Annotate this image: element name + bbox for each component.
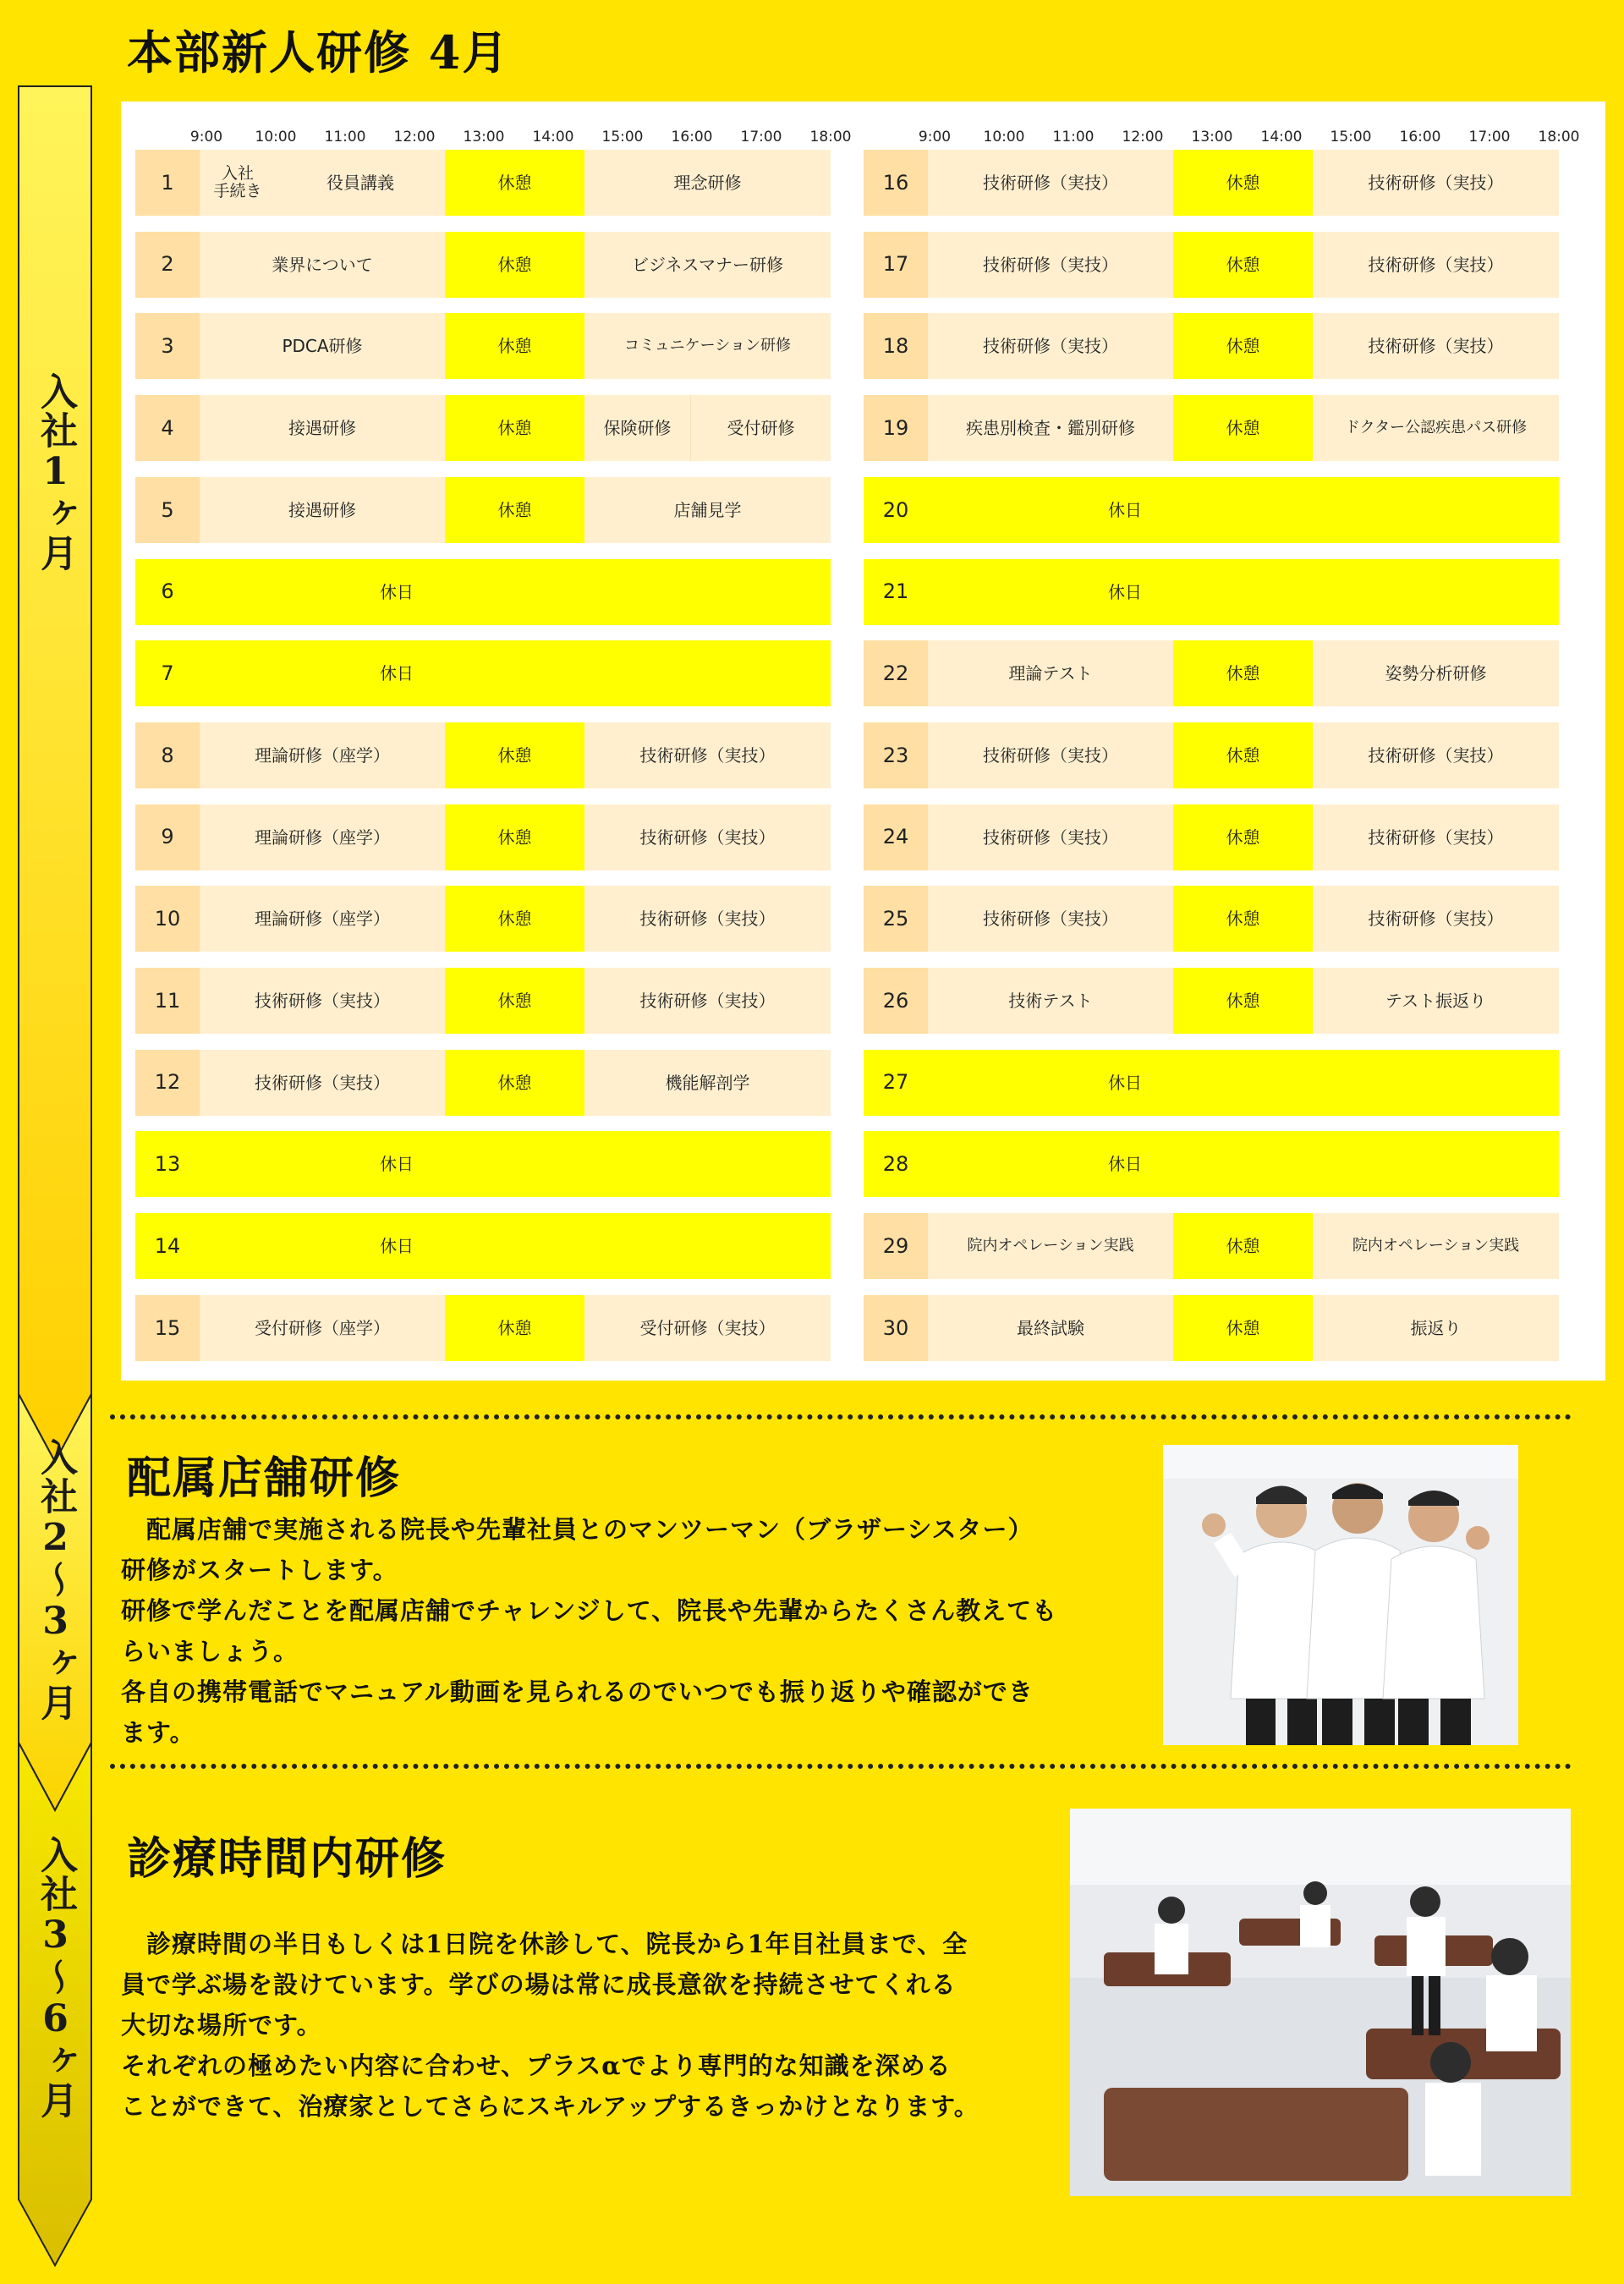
time-tick: 15:00	[601, 129, 644, 145]
day-number: 10	[135, 886, 200, 952]
morning-session: PDCA研修	[200, 313, 445, 379]
rest-break: 休憩	[445, 886, 584, 952]
schedule-row-day-28	[864, 1131, 1559, 1197]
time-tick: 16:00	[671, 129, 713, 145]
rest-break: 休憩	[1173, 968, 1313, 1034]
section3-heading: 診療時間内研修	[127, 1833, 447, 1885]
afternoon-session-a: 保険研修	[584, 395, 691, 461]
schedule-row-day-1	[135, 150, 831, 216]
time-tick: 18:00	[1538, 129, 1580, 145]
morning-session: 理論研修（座学）	[200, 804, 445, 870]
period-label-2: 入社2〜3ヶ月	[34, 1438, 77, 1722]
morning-session: 院内オペレーション実践	[928, 1213, 1173, 1279]
time-tick: 12:00	[393, 129, 436, 145]
rest-break: 休憩	[445, 150, 584, 216]
afternoon-session: 姿勢分析研修	[1313, 640, 1559, 706]
morning-session: 技術研修（実技）	[928, 886, 1173, 952]
rest-break: 休憩	[1173, 886, 1313, 952]
holiday-cell: 休日	[200, 640, 831, 706]
schedule-row-day-6	[135, 559, 831, 625]
schedule-row-day-29	[864, 1213, 1559, 1279]
day-number: 8	[135, 722, 200, 788]
afternoon-session: ビジネスマナー研修	[584, 232, 831, 298]
rest-break: 休憩	[1173, 1213, 1313, 1279]
rest-break: 休憩	[445, 968, 584, 1034]
day-number: 9	[135, 804, 200, 870]
time-tick: 9:00	[918, 129, 952, 145]
holiday-cell: 休日	[928, 477, 1559, 543]
schedule-row-day-13	[135, 1131, 831, 1197]
day-number: 15	[135, 1295, 200, 1361]
afternoon-session: 技術研修（実技）	[1313, 150, 1559, 216]
section2-line: らいましょう。	[121, 1637, 299, 1666]
morning-session: 接遇研修	[200, 395, 445, 461]
period-label-1: 入社1ヶ月	[34, 372, 77, 573]
morning-session: 技術研修（実技）	[928, 232, 1173, 298]
holiday-cell: 休日	[200, 1131, 831, 1197]
time-tick: 10:00	[983, 129, 1025, 145]
day-number: 18	[864, 313, 928, 379]
section3-line: 大切な場所です。	[121, 2011, 322, 2040]
section3-body	[121, 1924, 1060, 2127]
morning-session: 疾患別検査・鑑別研修	[928, 395, 1173, 461]
day-number: 12	[135, 1050, 200, 1116]
section3-line: 員で学ぶ場を設けています。学びの場は常に成長意欲を持続させてくれる	[121, 1970, 957, 1999]
rest-break: 休憩	[445, 313, 584, 379]
time-tick: 17:00	[740, 129, 782, 145]
day-number: 23	[864, 722, 928, 788]
time-tick: 12:00	[1122, 129, 1164, 145]
day-number: 6	[135, 559, 200, 625]
morning-session: 技術テスト	[928, 968, 1173, 1034]
afternoon-session: 理念研修	[584, 150, 831, 216]
time-tick: 14:00	[1260, 129, 1303, 145]
afternoon-session: 技術研修（実技）	[584, 722, 831, 788]
morning-session: 受付研修（座学）	[200, 1295, 445, 1361]
section2-line: 研修がスタートします。	[121, 1556, 398, 1584]
morning-session: 技術研修（実技）	[200, 968, 445, 1034]
schedule-row-day-30	[864, 1295, 1559, 1361]
schedule-row-day-10	[135, 886, 831, 952]
morning-session: 接遇研修	[200, 477, 445, 543]
section2-line: 各自の携帯電話でマニュアル動画を見られるのでいつでも振り返りや確認ができ	[121, 1677, 1034, 1706]
section3-line: ことができて、治療家としてさらにスキルアップするきっかけとなります。	[121, 2092, 979, 2121]
section2-line: ます。	[121, 1718, 195, 1747]
rest-break: 休憩	[1173, 804, 1313, 870]
section2-line: 配属店舗で実施される院長や先輩社員とのマンツーマン（ブラザーシスター）	[121, 1515, 1034, 1544]
afternoon-session: テスト振返り	[1313, 968, 1559, 1034]
time-tick: 10:00	[255, 129, 297, 145]
dotted-separator	[110, 1764, 1572, 1769]
schedule-row-day-18	[864, 313, 1559, 379]
time-tick: 11:00	[324, 129, 366, 145]
time-tick: 11:00	[1052, 129, 1095, 145]
holiday-cell: 休日	[200, 1213, 831, 1279]
afternoon-session: 技術研修（実技）	[1313, 232, 1559, 298]
holiday-cell: 休日	[200, 559, 831, 625]
morning-session: 業界について	[200, 232, 445, 298]
schedule-row-day-14	[135, 1213, 831, 1279]
schedule-row-day-27	[864, 1050, 1559, 1116]
morning-session: 技術研修（実技）	[928, 804, 1173, 870]
staff-group-photo	[1163, 1445, 1518, 1745]
time-tick: 13:00	[463, 129, 505, 145]
morning-session: 理論研修（座学）	[200, 722, 445, 788]
time-tick: 14:00	[532, 129, 574, 145]
schedule-row-day-5	[135, 477, 831, 543]
afternoon-session: コミュニケーション研修	[584, 313, 831, 379]
morning-session: 技術研修（実技）	[200, 1050, 445, 1116]
afternoon-session: 院内オペレーション実践	[1313, 1213, 1559, 1279]
schedule-row-day-25	[864, 886, 1559, 952]
schedule-row-day-11	[135, 968, 831, 1034]
day-number: 19	[864, 395, 928, 461]
morning-session-a: 入社 手続き	[213, 164, 262, 200]
morning-session: 技術研修（実技）	[928, 722, 1173, 788]
afternoon-session: 技術研修（実技）	[1313, 313, 1559, 379]
section2-line: 研修で学んだことを配属店舗でチャレンジして、院長や先輩からたくさん教えても	[121, 1596, 1058, 1625]
schedule-row-day-23	[864, 722, 1559, 788]
dotted-separator	[110, 1414, 1572, 1419]
rest-break: 休憩	[1173, 395, 1313, 461]
schedule-row-day-21	[864, 559, 1559, 625]
schedule-row-day-4	[135, 395, 831, 461]
afternoon-session: 技術研修（実技）	[584, 886, 831, 952]
holiday-cell: 休日	[928, 1131, 1559, 1197]
rest-break: 休憩	[445, 1295, 584, 1361]
time-tick: 18:00	[809, 129, 852, 145]
afternoon-session: 店舗見学	[584, 477, 831, 543]
day-number: 17	[864, 232, 928, 298]
schedule-row-day-3	[135, 313, 831, 379]
afternoon-session: 技術研修（実技）	[1313, 886, 1559, 952]
rest-break: 休憩	[445, 395, 584, 461]
schedule-row-day-7	[135, 640, 831, 706]
day-number: 30	[864, 1295, 928, 1361]
time-tick: 15:00	[1330, 129, 1372, 145]
day-number: 11	[135, 968, 200, 1034]
schedule-row-day-15	[135, 1295, 831, 1361]
day-number: 25	[864, 886, 928, 952]
schedule-panel	[121, 102, 1605, 1381]
section3-line: それぞれの極めたい内容に合わせ、プラスαでより専門的な知識を深める	[121, 2051, 952, 2080]
morning-session: 技術研修（実技）	[928, 313, 1173, 379]
afternoon-session: 振返り	[1313, 1295, 1559, 1361]
day-number: 26	[864, 968, 928, 1034]
rest-break: 休憩	[1173, 1295, 1313, 1361]
schedule-row-day-19	[864, 395, 1559, 461]
day-number: 27	[864, 1050, 928, 1116]
day-number: 4	[135, 395, 200, 461]
rest-break: 休憩	[445, 1050, 584, 1116]
time-tick: 9:00	[189, 129, 223, 145]
morning-session: 最終試験	[928, 1295, 1173, 1361]
afternoon-session-b: 受付研修	[727, 418, 795, 439]
schedule-row-day-16	[864, 150, 1559, 216]
rest-break: 休憩	[1173, 640, 1313, 706]
section3-line: 診療時間の半日もしくは1日院を休診して、院長から1年目社員まで、全	[121, 1930, 968, 1958]
day-number: 7	[135, 640, 200, 706]
rest-break: 休憩	[1173, 313, 1313, 379]
schedule-row-day-8	[135, 722, 831, 788]
morning-session: 理論テスト	[928, 640, 1173, 706]
rest-break: 休憩	[445, 722, 584, 788]
day-number: 3	[135, 313, 200, 379]
schedule-row-day-2	[135, 232, 831, 298]
schedule-row-day-24	[864, 804, 1559, 870]
holiday-cell: 休日	[928, 559, 1559, 625]
period-label-3: 入社3〜6ヶ月	[34, 1836, 77, 2120]
time-tick: 13:00	[1191, 129, 1233, 145]
day-number: 14	[135, 1213, 200, 1279]
afternoon-session: 受付研修（実技）	[584, 1295, 831, 1361]
afternoon-session: ドクター公認疾患パス研修	[1313, 395, 1559, 461]
schedule-row-day-22	[864, 640, 1559, 706]
day-number: 2	[135, 232, 200, 298]
page-title: 本部新人研修 4月	[127, 25, 510, 80]
day-number: 24	[864, 804, 928, 870]
day-number: 22	[864, 640, 928, 706]
afternoon-session: 技術研修（実技）	[1313, 804, 1559, 870]
day-number: 5	[135, 477, 200, 543]
afternoon-session: 技術研修（実技）	[584, 804, 831, 870]
training-room-photo	[1070, 1809, 1571, 2196]
morning-session: 理論研修（座学）	[200, 886, 445, 952]
rest-break: 休憩	[445, 804, 584, 870]
timeline	[17, 85, 93, 2267]
time-tick: 17:00	[1468, 129, 1511, 145]
day-number: 29	[864, 1213, 928, 1279]
day-number: 28	[864, 1131, 928, 1197]
morning-session-b: 役員講義	[326, 173, 394, 193]
morning-session: 技術研修（実技）	[928, 150, 1173, 216]
day-number: 1	[135, 150, 200, 216]
schedule-row-day-12	[135, 1050, 831, 1116]
day-number: 20	[864, 477, 928, 543]
time-tick: 16:00	[1399, 129, 1441, 145]
rest-break: 休憩	[1173, 722, 1313, 788]
afternoon-session: 技術研修（実技）	[584, 968, 831, 1034]
rest-break: 休憩	[445, 477, 584, 543]
afternoon-session: 技術研修（実技）	[1313, 722, 1559, 788]
rest-break: 休憩	[445, 232, 584, 298]
day-number: 13	[135, 1131, 200, 1197]
day-number: 21	[864, 559, 928, 625]
schedule-row-day-9	[135, 804, 831, 870]
rest-break: 休憩	[1173, 150, 1313, 216]
schedule-row-day-26	[864, 968, 1559, 1034]
holiday-cell: 休日	[928, 1050, 1559, 1116]
section2-heading: 配属店舗研修	[127, 1452, 402, 1504]
schedule-row-day-20	[864, 477, 1559, 543]
schedule-row-day-17	[864, 232, 1559, 298]
afternoon-session: 機能解剖学	[584, 1050, 831, 1116]
arrow-period1	[19, 86, 91, 1462]
day-number: 16	[864, 150, 928, 216]
section2-body	[121, 1509, 1161, 1753]
rest-break: 休憩	[1173, 232, 1313, 298]
